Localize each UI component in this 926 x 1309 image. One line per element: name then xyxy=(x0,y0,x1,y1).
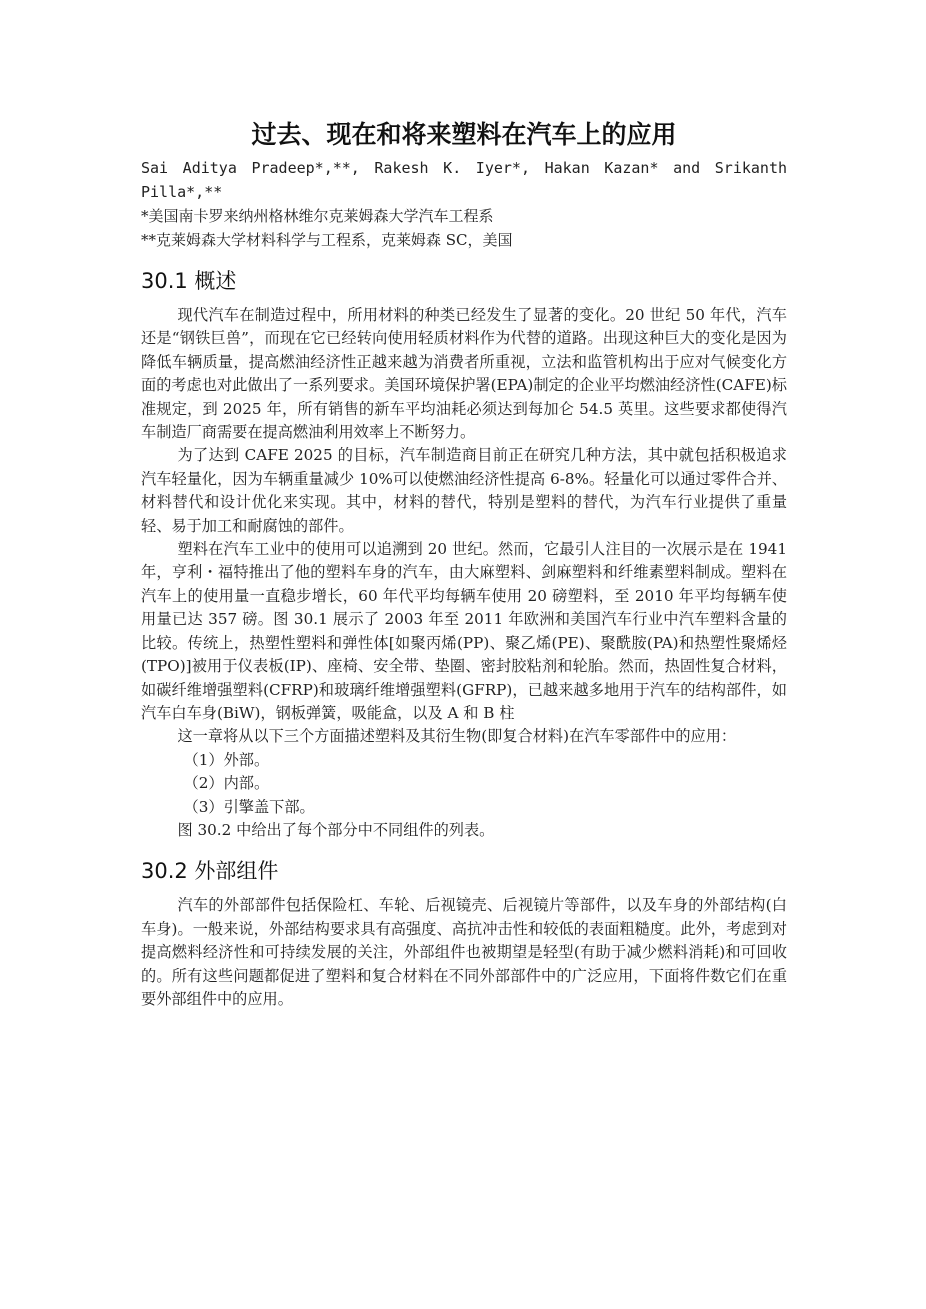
paragraph: 这一章将从以下三个方面描述塑料及其衍生物(即复合材料)在汽车零部件中的应用： xyxy=(177,727,737,746)
affiliation-2: **克莱姆森大学材料科学与工程系，克莱姆森 SC，美国 xyxy=(141,231,513,249)
figure-reference: 图 30.2 中给出了每个部分中不同组件的列表。 xyxy=(177,820,495,839)
paragraph: 为了达到 CAFE 2025 的目标，汽车制造商目前正在研究几种方法，其中就包括积极追求汽车轻量化，因为车辆重量减少 10%可以使燃油经济性提高 6-8%。轻量化可以通过零件合并、材料替代和设计优化来实现。其中，材料的替代，特别是塑料的替代，为汽车行业提供了重量轻、易于加工和耐腐蚀的部件。 xyxy=(141,446,787,535)
document-page xyxy=(141,118,787,1011)
paragraph: 塑料在汽车工业中的使用可以追溯到 20 世纪。然而，它最引人注目的一次展示是在 1941 年，亨利・福特推出了他的塑料车身的汽车，由大麻塑料、剑麻塑料和纤维素塑料制成。塑料在汽车上的使用量一直稳步增长，60 年代平均每辆车使用 20 磅塑料，至 2010 年平均每辆车使用量已达 357 磅。图 30.1 展示了 2003 年至 2011 年欧洲和美国汽车行业中汽车塑料含量的比较。传统上，热塑性塑料和弹性体[如聚丙烯(PP)、聚乙烯(PE)、聚酰胺(PA)和热塑性聚烯烃(TPO)]被用于仪表板(IP)、座椅、安全带、垫圈、密封胶粘剂和轮胎。然而，热固性复合材料，如碳纤维增强塑料(CFRP)和玻璃纤维增强塑料(GFRP)，已越来越多地用于汽车的结构部件，如汽车白车身(BiW)，钢板弹簧，吸能盒，以及 A 和 B 柱 xyxy=(141,540,787,722)
paragraph: 汽车的外部部件包括保险杠、车轮、后视镜壳、后视镜片等部件，以及车身的外部结构(白车身)。一般来说，外部结构要求具有高强度、高抗冲击性和较低的表面粗糙度。此外，考虑到对提高燃料经济性和可持续发展的关注，外部组件也被期望是轻型(有助于减少燃料消耗)和可回收的。所有这些问题都促进了塑料和复合材料在不同外部部件中的广泛应用，下面将件数它们在重要外部组件中的应用。 xyxy=(141,896,787,1008)
list-item-under-hood: （3）引擎盖下部。 xyxy=(183,797,315,816)
list-item-exterior: （1）外部。 xyxy=(183,750,270,769)
paragraph: 现代汽车在制造过程中，所用材料的种类已经发生了显著的变化。20 世纪 50 年代，汽车还是“钢铁巨兽”，而现在它已经转向使用轻质材料作为代替的道路。出现这种巨大的变化是因为降低车辆质量，提高燃油经济性正越来越为消费者所重视，立法和监管机构出于应对气候变化方面的考虑也对此做出了一系列要求。美国环境保护署(EPA)制定的企业平均燃油经济性(CAFE)标准规定，到 2025 年，所有销售的新车平均油耗必须达到每加仑 54.5 英里。这些要求都使得汽车制造厂商需要在提高燃油利用效率上不断努力。 xyxy=(141,306,787,442)
list-item-interior: （2）内部。 xyxy=(183,774,270,793)
affiliation-1: *美国南卡罗来纳州格林维尔克莱姆森大学汽车工程系 xyxy=(141,207,494,225)
section-heading-overview: 30.1 概述 xyxy=(141,269,237,293)
document-title: 过去、现在和将来塑料在汽车上的应用 xyxy=(251,120,677,149)
author-list: Sai Aditya Pradeep*,**, Rakesh K. Iyer*, Hakan Kazan* and Srikanth Pilla*,** xyxy=(141,159,787,201)
section-heading-exterior: 30.2 外部组件 xyxy=(141,859,279,884)
